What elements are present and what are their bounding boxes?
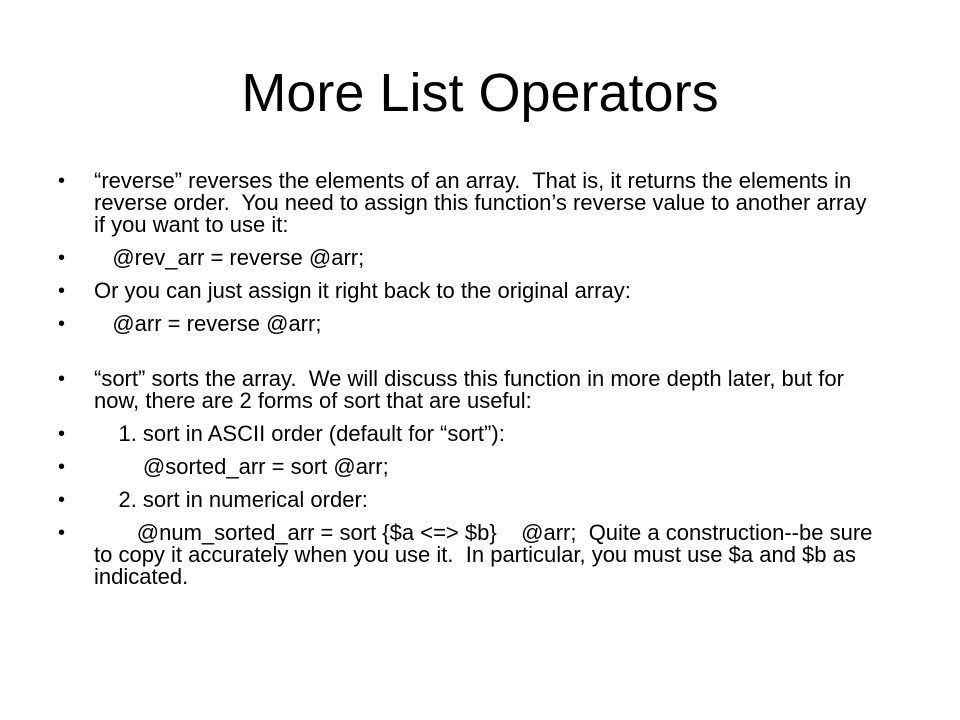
bullet-text: 2. sort in numerical order:: [94, 487, 368, 512]
bullet-text: @rev_arr = reverse @arr;: [94, 245, 365, 270]
bullet-item: [58, 368, 878, 412]
bullet-item: [58, 489, 878, 511]
bullet-text: “reverse” reverses the elements of an array. That is, it returns the elements in reverse order. You need to assign this function’s reverse value to another array if you want to use it:: [94, 168, 873, 237]
bullet-icon: •: [58, 423, 66, 445]
bullet-text: @num_sorted_arr = sort {$a <=> $b} @arr; Quite a construction--be sure to copy it accurately when you use it. In particular, you must use $a and $b as indicated.: [94, 520, 879, 589]
bullet-icon: •: [58, 522, 66, 544]
bullet-item: [58, 170, 878, 236]
bullet-icon: •: [58, 456, 66, 478]
bullet-item: [58, 522, 878, 588]
bullet-text: 1. sort in ASCII order (default for “sort”):: [94, 421, 505, 446]
bullet-item: [58, 247, 878, 269]
bullet-item: [58, 313, 878, 335]
slide-title: More List Operators: [241, 63, 719, 123]
bullet-list: [58, 170, 878, 599]
bullet-icon: •: [58, 280, 66, 302]
bullet-item: [58, 456, 878, 478]
bullet-icon: •: [58, 170, 66, 192]
bullet-text: Or you can just assign it right back to the original array:: [94, 278, 631, 303]
bullet-text: @sorted_arr = sort @arr;: [94, 454, 389, 479]
bullet-icon: •: [58, 368, 66, 390]
bullet-item: [58, 423, 878, 445]
bullet-item: [58, 280, 878, 302]
bullet-icon: •: [58, 313, 66, 335]
bullet-text: “sort” sorts the array. We will discuss this function in more depth later, but for now, there are 2 forms of sort that are useful:: [94, 366, 851, 413]
bullet-icon: •: [58, 247, 66, 269]
bullet-icon: •: [58, 489, 66, 511]
bullet-text: @arr = reverse @arr;: [94, 311, 322, 336]
